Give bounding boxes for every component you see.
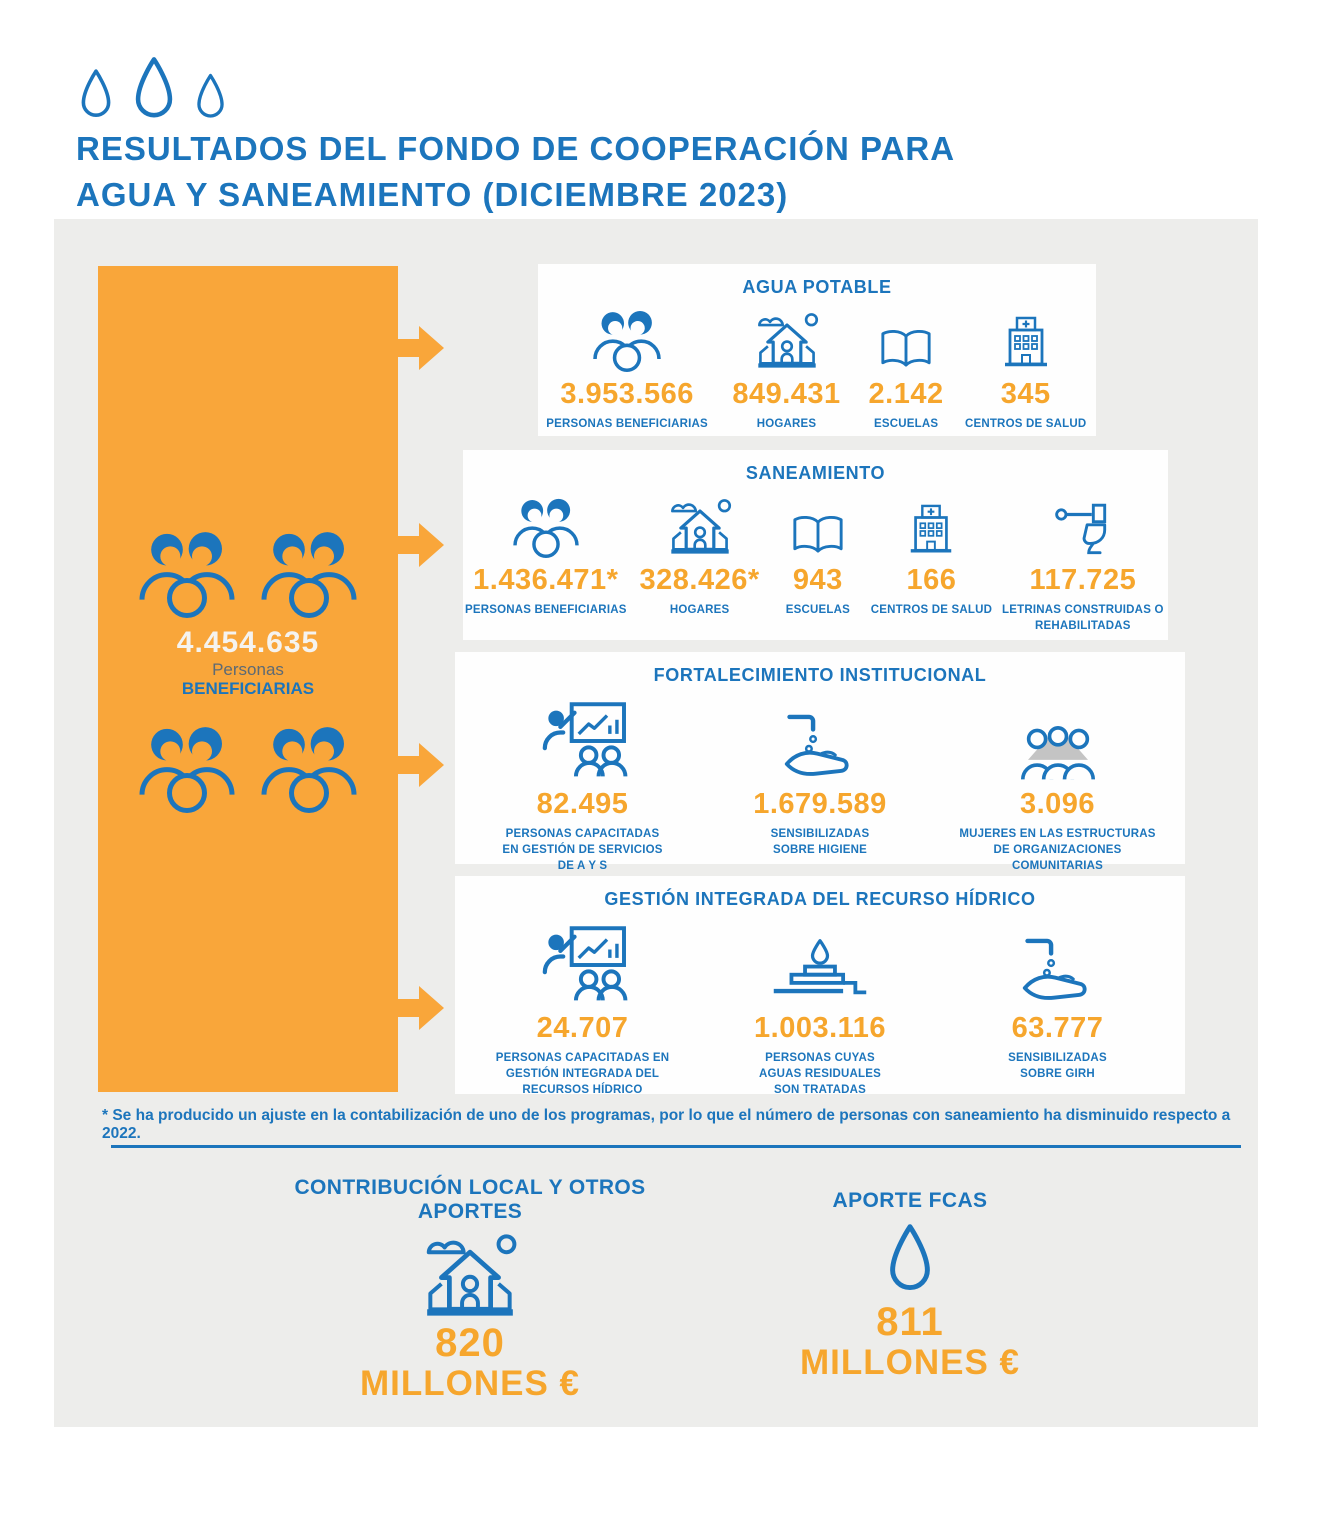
stat-label: MUJERES EN LAS ESTRUCTURAS DE ORGANIZACIONES COMUNITARIAS bbox=[959, 828, 1156, 873]
stat-item bbox=[935, 694, 1180, 874]
stat-label: LETRINAS CONSTRUIDAS O REHABILITADAS bbox=[1002, 604, 1164, 633]
family-icon bbox=[253, 723, 365, 813]
health-center-icon bbox=[998, 306, 1054, 372]
women-group-icon bbox=[1016, 694, 1100, 782]
stat-item bbox=[935, 918, 1180, 1098]
training-icon bbox=[537, 918, 629, 1006]
stat-label: PERSONAS CUYAS AGUAS RESIDUALES SON TRATADAS bbox=[758, 1052, 882, 1097]
stat-label: ESCUELAS bbox=[785, 604, 850, 616]
flow-arrow-saneamiento bbox=[396, 523, 444, 567]
handwash-icon bbox=[778, 694, 862, 782]
training-icon bbox=[537, 694, 629, 782]
stat-label: SENSIBILIZADAS SOBRE GIRH bbox=[1008, 1052, 1107, 1081]
beneficiaries-block bbox=[98, 266, 398, 1092]
section-card-gestion bbox=[455, 876, 1185, 1097]
divider-line bbox=[111, 1145, 1241, 1148]
family-icon bbox=[131, 528, 243, 618]
stat-value: 3.096 bbox=[1019, 788, 1096, 820]
footnote: * Se ha producido un ajuste en la contabilización de uno de los programas, por lo que el número de personas con saneamiento ha disminuido respecto a 2022. bbox=[102, 1107, 1231, 1142]
stat-item bbox=[865, 492, 997, 634]
stat-label: PERSONAS CAPACITADAS EN GESTIÓN DE SERVICIOS DE A Y S bbox=[502, 828, 663, 873]
stat-value: 3.953.566 bbox=[560, 378, 694, 410]
stat-value: 1.679.589 bbox=[753, 788, 887, 820]
stat-label: CENTROS DE SALUD bbox=[870, 604, 993, 616]
house-icon bbox=[666, 492, 734, 558]
page-title-line1: RESULTADOS DEL FONDO DE COOPERACIÓN PARA bbox=[76, 130, 956, 167]
page-title bbox=[76, 126, 955, 218]
beneficiaries-icons-row-bottom bbox=[98, 723, 398, 813]
stat-item bbox=[538, 306, 716, 432]
section-title: FORTALECIMIENTO INSTITUCIONAL bbox=[653, 665, 987, 685]
stat-label: PERSONAS CAPACITADAS EN GESTIÓN INTEGRADA DEL RECURSOS HÍDRICO bbox=[495, 1052, 670, 1097]
drop-icon bbox=[78, 67, 114, 122]
family-icon bbox=[501, 492, 591, 558]
family-icon bbox=[131, 723, 243, 813]
stat-item bbox=[857, 306, 955, 432]
stat-label: SENSIBILIZADAS SOBRE HIGIENE bbox=[770, 828, 870, 857]
stat-value: 166 bbox=[906, 564, 957, 596]
section-title: SANEAMIENTO bbox=[745, 463, 886, 483]
stat-row bbox=[538, 306, 1096, 432]
flow-arrow-fortalecimiento bbox=[396, 743, 444, 787]
drop-icon bbox=[194, 72, 227, 122]
stat-label: HOGARES bbox=[669, 604, 730, 616]
section-title: GESTIÓN INTEGRADA DEL RECURSO HÍDRICO bbox=[604, 889, 1036, 909]
house-icon bbox=[240, 1230, 700, 1322]
contribution-unit: MILLONES € bbox=[359, 1364, 581, 1403]
stat-value: 943 bbox=[792, 564, 843, 596]
drop-icon bbox=[740, 1223, 1080, 1295]
contribution-value: 811 bbox=[876, 1300, 944, 1344]
handwash-icon bbox=[1016, 918, 1100, 1006]
contribution-unit: MILLONES € bbox=[799, 1343, 1021, 1382]
section-card-saneamiento bbox=[463, 450, 1168, 640]
stat-value: 117.725 bbox=[1029, 564, 1137, 596]
stat-value: 63.777 bbox=[1011, 1012, 1104, 1044]
stat-row bbox=[463, 492, 1168, 634]
stat-item bbox=[771, 492, 866, 634]
contribution-fcas bbox=[740, 1189, 1080, 1383]
contribution-title: CONTRIBUCIÓN LOCAL Y OTROS APORTES bbox=[294, 1176, 646, 1223]
stat-label: CENTROS DE SALUD bbox=[964, 418, 1087, 430]
stat-item bbox=[998, 492, 1168, 634]
beneficiaries-label-personas: Personas bbox=[212, 660, 284, 679]
family-icon bbox=[253, 528, 365, 618]
stat-item bbox=[716, 306, 857, 432]
flow-arrow-gestion bbox=[396, 986, 444, 1030]
stat-item bbox=[460, 918, 705, 1098]
stat-label: HOGARES bbox=[756, 418, 817, 430]
section-card-agua-potable bbox=[538, 264, 1096, 436]
stat-label: PERSONAS BENEFICIARIAS bbox=[465, 604, 627, 616]
stat-value: 345 bbox=[1000, 378, 1051, 410]
contribution-title: APORTE FCAS bbox=[832, 1189, 988, 1212]
stat-item bbox=[705, 918, 935, 1098]
stat-label: ESCUELAS bbox=[873, 418, 939, 430]
stat-value: 1.436.471* bbox=[473, 564, 619, 596]
stat-label: PERSONAS BENEFICIARIAS bbox=[546, 418, 708, 430]
stat-item bbox=[629, 492, 771, 634]
book-icon bbox=[791, 492, 845, 558]
latrine-icon bbox=[1052, 492, 1114, 558]
drop-icon bbox=[131, 56, 177, 122]
house-icon bbox=[753, 306, 821, 372]
stat-value: 1.003.116 bbox=[754, 1012, 886, 1044]
page-title-line2: AGUA Y SANEAMIENTO (DICIEMBRE 2023) bbox=[76, 176, 789, 213]
beneficiaries-icons-row-top bbox=[98, 528, 398, 618]
stat-item bbox=[463, 492, 629, 634]
stat-value: 328.426* bbox=[639, 564, 760, 596]
stat-row bbox=[455, 694, 1185, 874]
stat-value: 849.431 bbox=[732, 378, 841, 410]
stat-value: 82.495 bbox=[536, 788, 629, 820]
beneficiaries-total: 4.454.635 bbox=[176, 626, 320, 659]
stat-row bbox=[455, 918, 1185, 1098]
health-center-icon bbox=[904, 492, 958, 558]
water-drops-logo bbox=[78, 56, 227, 122]
stat-value: 2.142 bbox=[868, 378, 944, 410]
beneficiaries-label-beneficiarias: BENEFICIARIAS bbox=[181, 679, 315, 698]
stat-value: 24.707 bbox=[536, 1012, 629, 1044]
section-card-fortalecimiento bbox=[455, 652, 1185, 873]
contribution-value: 820 bbox=[435, 1321, 505, 1365]
flow-arrow-agua-potable bbox=[396, 326, 444, 370]
water-treatment-icon bbox=[768, 918, 872, 1006]
book-icon bbox=[879, 306, 933, 372]
family-icon bbox=[580, 306, 674, 372]
contribution-local bbox=[240, 1176, 700, 1404]
stat-item bbox=[460, 694, 705, 874]
stat-item bbox=[705, 694, 935, 874]
section-title: AGUA POTABLE bbox=[742, 277, 892, 297]
stat-item bbox=[955, 306, 1096, 432]
